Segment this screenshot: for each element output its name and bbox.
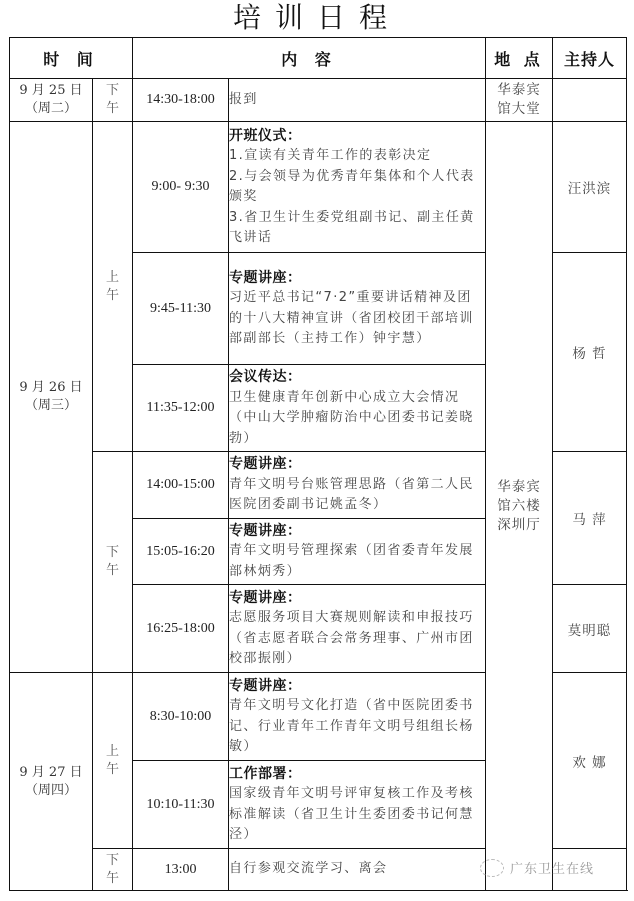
session-heading: 专题讲座：	[229, 589, 302, 606]
period-label: 午	[106, 287, 120, 303]
content-cell	[229, 585, 486, 673]
watermark-text: 广东卫生在线	[510, 862, 595, 877]
content-cell	[229, 519, 486, 585]
table-row	[10, 79, 627, 122]
host-cell	[553, 79, 627, 122]
content-text: 卫生健康青年创新中心成立大会情况（中山大学肿瘤防治中心团委书记姜晓勃）	[229, 389, 474, 446]
period-label: 午	[106, 101, 120, 116]
content-text: 3.省卫生计生委党组副书记、副主任黄飞讲话	[229, 209, 475, 245]
content-text: 报到	[229, 91, 258, 107]
time-cell: 14:00-15:00	[133, 452, 229, 519]
content-text: 志愿服务项目大赛规则解读和申报技巧（省志愿者联合会常务理事、广州市团校邵振刚）	[229, 610, 474, 666]
venue-cell	[486, 79, 553, 122]
period-label: 下	[106, 83, 120, 98]
date-text: 9 月 25 日	[19, 83, 83, 98]
page-title: 培训日程	[232, 1, 401, 34]
session-heading: 专题讲座：	[229, 456, 302, 473]
period-cell	[93, 122, 133, 452]
header-time: 时 间	[10, 38, 133, 79]
content-cell	[229, 673, 486, 761]
content-cell	[229, 761, 486, 849]
period-label: 上	[106, 743, 120, 759]
watermark	[480, 858, 594, 877]
content-text: 习近平总书记“7·2”重要讲话精神及团的十八大精神宣讲（省团校团干部培训部副部长（主持工作）钟宇慧）	[229, 290, 474, 346]
venue-text: 华泰宾	[497, 478, 541, 495]
time-cell: 8:30-10:00	[133, 673, 229, 761]
period-label: 午	[106, 870, 120, 886]
content-text: 自行参观交流学习、离会	[229, 861, 388, 877]
time-cell: 11:35-12:00	[133, 365, 229, 452]
venue-text: 深圳厅	[497, 516, 541, 533]
time-cell: 15:05-16:20	[133, 519, 229, 585]
content-cell	[229, 365, 486, 452]
content-text: 2.与会领导为优秀青年集体和个人代表颁奖	[229, 168, 475, 204]
time-cell: 13:00	[133, 849, 229, 891]
header-row	[10, 38, 627, 79]
period-label: 下	[106, 852, 120, 868]
table-row	[10, 122, 627, 253]
schedule-table	[9, 37, 627, 891]
period-label: 午	[106, 761, 120, 777]
host-cell: 马 萍	[553, 452, 627, 585]
session-heading: 开班仪式：	[229, 127, 302, 144]
weekday-text: （周二）	[24, 101, 77, 116]
venue-text: 馆大堂	[497, 101, 541, 117]
session-heading: 工作部署：	[229, 765, 302, 782]
weekday-text: （周三）	[24, 398, 77, 413]
content-text: 青年文明号文化打造（省中医院团委书记、行业青年工作青年文明号组组长杨敏）	[229, 698, 474, 754]
header-venue: 地 点	[486, 38, 553, 79]
weekday-text: （周四）	[24, 782, 77, 798]
session-heading: 专题讲座：	[229, 677, 302, 694]
header-content: 内 容	[133, 38, 486, 79]
period-cell	[93, 673, 133, 849]
period-cell	[93, 79, 133, 122]
content-cell	[229, 849, 486, 891]
wechat-logo-icon	[480, 859, 504, 877]
period-label: 上	[106, 269, 120, 285]
session-heading: 会议传达：	[229, 369, 302, 385]
date-cell	[10, 122, 93, 673]
date-cell	[10, 79, 93, 122]
content-text: 国家级青年文明号评审复核工作及考核标准解读（省卫生计生委团委书记何慧泾）	[229, 786, 474, 842]
time-cell: 16:25-18:00	[133, 585, 229, 673]
date-cell	[10, 673, 93, 891]
host-cell: 杨 哲	[553, 253, 627, 452]
time-cell: 9:45-11:30	[133, 253, 229, 365]
time-cell: 9:00- 9:30	[133, 122, 229, 253]
date-text: 9 月 27 日	[19, 764, 83, 780]
header-host: 主持人	[553, 38, 627, 79]
content-text: 青年文明号台账管理思路（省第二人民医院团委副书记姚孟冬）	[229, 476, 474, 513]
content-cell	[229, 122, 486, 253]
content-cell	[229, 253, 486, 365]
date-text: 9 月 26 日	[19, 380, 83, 395]
time-cell: 14:30-18:00	[133, 79, 229, 122]
session-heading: 专题讲座：	[229, 269, 302, 286]
session-heading: 专题讲座：	[229, 522, 302, 539]
host-cell: 莫明聪	[553, 585, 627, 673]
venue-cell	[486, 122, 553, 891]
content-text: 1.宣读有关青年工作的表彰决定	[229, 148, 432, 163]
period-label: 午	[106, 563, 120, 578]
period-cell	[93, 849, 133, 891]
content-text: 青年文明号管理探索（团省委青年发展部林炳秀）	[229, 543, 474, 579]
venue-text: 华泰宾	[497, 82, 541, 98]
host-cell: 欢 娜	[553, 673, 627, 849]
content-cell	[229, 452, 486, 519]
period-cell	[93, 452, 133, 673]
venue-text: 馆六楼	[497, 497, 541, 514]
host-cell: 汪洪滨	[553, 122, 627, 253]
period-label: 下	[106, 545, 120, 560]
time-cell: 10:10-11:30	[133, 761, 229, 849]
content-cell	[229, 79, 486, 122]
